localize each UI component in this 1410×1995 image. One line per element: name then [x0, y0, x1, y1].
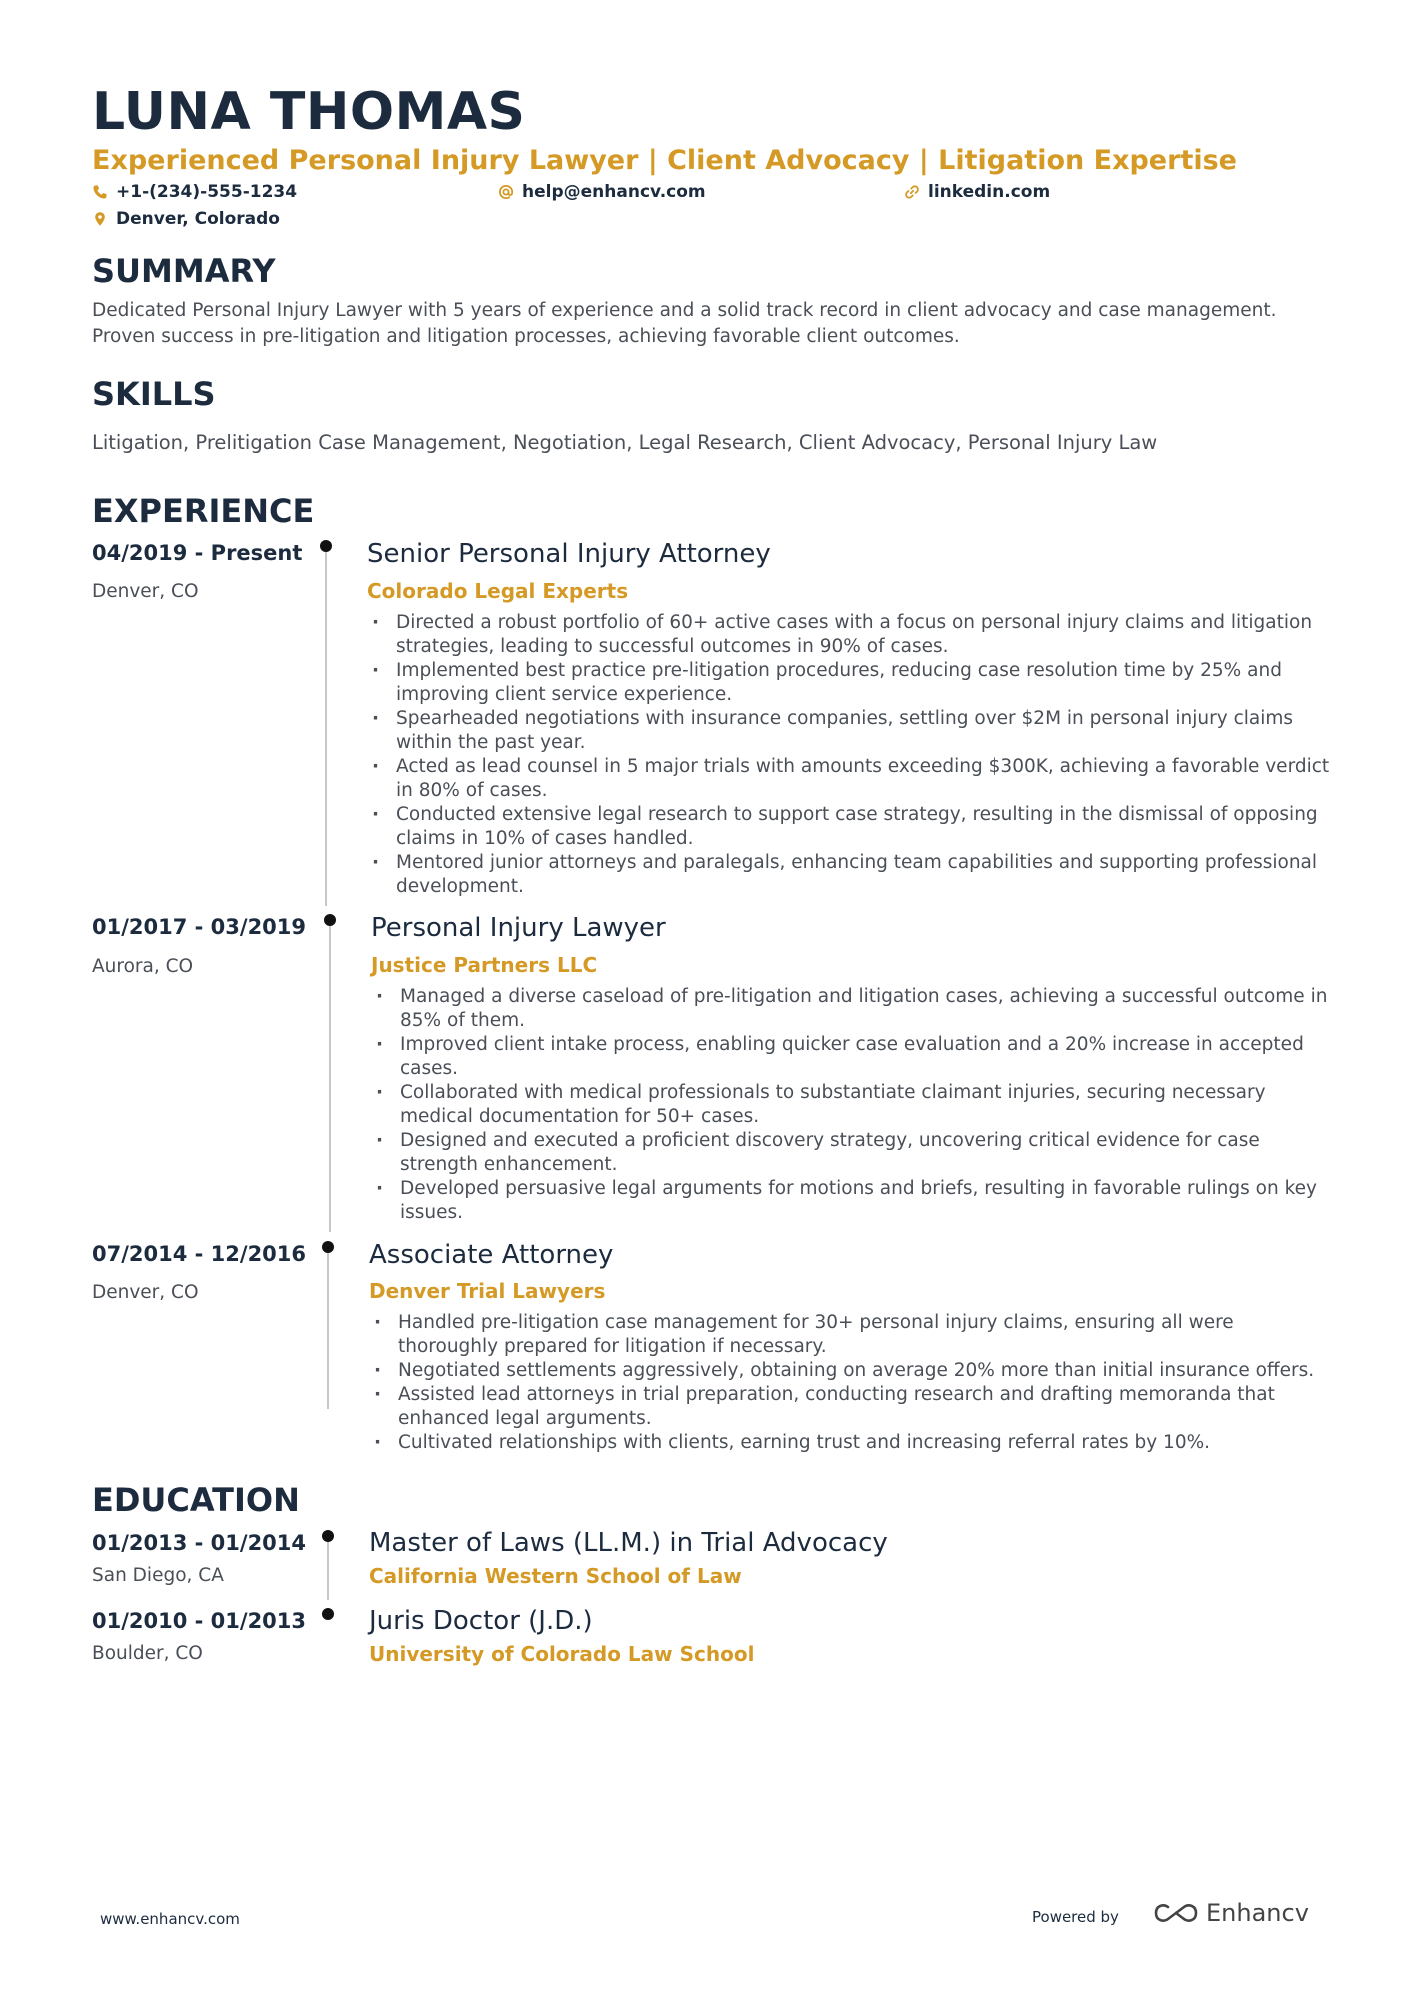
- edu-location: Boulder, CO: [92, 1643, 203, 1664]
- list-item: · Mentored junior attorneys and paralegals, enhancing team capabilities and supporting professional development.: [370, 851, 1330, 899]
- list-item: · Cultivated relationships with clients, earning trust and increasing referral rates by 10%.: [372, 1431, 1332, 1455]
- job-location: Denver, CO: [92, 581, 199, 602]
- skills-text: Litigation, Prelitigation Case Management, Negotiation, Legal Research, Client Advocacy, Personal Injury Law: [92, 431, 1158, 454]
- job-title: Associate Attorney: [369, 1240, 614, 1270]
- timeline-dot: [322, 1608, 334, 1620]
- timeline-dot: [320, 540, 332, 552]
- powered-by-label: Powered by: [1032, 1908, 1119, 1926]
- edu-dates: 01/2010 - 01/2013: [92, 1609, 307, 1633]
- map-pin-icon: [92, 211, 108, 227]
- job-location: Denver, CO: [92, 1282, 199, 1303]
- enhancv-logo-icon: [1152, 1898, 1200, 1928]
- contact-linkedin: [904, 181, 1050, 203]
- list-item: · Managed a diverse caseload of pre-litigation and litigation cases, achieving a successful outcome in 85% of them.: [374, 985, 1334, 1033]
- phone-text: +1-(234)-555-1234: [116, 182, 298, 202]
- timeline-dot: [324, 914, 336, 926]
- list-item: · Conducted extensive legal research to support case strategy, resulting in the dismissal of opposing claims in 10% of cases handled.: [370, 803, 1330, 851]
- edu-school: University of Colorado Law School: [369, 1642, 755, 1666]
- list-item: · Collaborated with medical professionals to substantiate claimant injuries, securing necessary medical documentation for 50+ cases.: [374, 1081, 1334, 1129]
- candidate-tagline: Experienced Personal Injury Lawyer | Client Advocacy | Litigation Expertise: [92, 145, 1237, 176]
- job-title: Senior Personal Injury Attorney: [367, 539, 771, 569]
- skills-heading: SKILLS: [92, 375, 216, 413]
- job-bullets: [370, 611, 1330, 899]
- summary-text: Dedicated Personal Injury Lawyer with 5 years of experience and a solid track record in client advocacy and case management. Proven success in pre-litigation and litigation processes, achieving favorable client outcomes.: [92, 300, 1277, 347]
- footer-url[interactable]: www.enhancv.com: [100, 1910, 240, 1928]
- job-company: Colorado Legal Experts: [367, 579, 629, 603]
- timeline-line: [329, 922, 331, 1232]
- list-item: · Spearheaded negotiations with insurance companies, settling over $2M in personal injury claims within the past year.: [370, 707, 1330, 755]
- timeline-line: [325, 548, 327, 906]
- job-bullets: [374, 985, 1334, 1225]
- list-item: · Improved client intake process, enabling quicker case evaluation and a 20% increase in accepted cases.: [374, 1033, 1334, 1081]
- list-item: · Handled pre-litigation case management for 30+ personal injury claims, ensuring all were thoroughly prepared for litigation if necessary.: [372, 1311, 1332, 1359]
- list-item: · Negotiated settlements aggressively, obtaining on average 20% more than initial insurance offers.: [372, 1359, 1332, 1383]
- job-location: Aurora, CO: [92, 956, 194, 977]
- job-title: Personal Injury Lawyer: [371, 913, 666, 943]
- link-icon: [904, 184, 920, 200]
- edu-dates: 01/2013 - 01/2014: [92, 1531, 307, 1555]
- location-text: Denver, Colorado: [116, 209, 280, 229]
- list-item: · Assisted lead attorneys in trial preparation, conducting research and drafting memoranda that enhanced legal arguments.: [372, 1383, 1332, 1431]
- job-dates: 04/2019 - Present: [92, 541, 303, 565]
- timeline-dot: [322, 1530, 334, 1542]
- contact-location: [92, 208, 280, 230]
- job-bullets: [372, 1311, 1332, 1455]
- list-item: · Acted as lead counsel in 5 major trials with amounts exceeding $300K, achieving a favorable verdict in 80% of cases.: [370, 755, 1330, 803]
- experience-heading: EXPERIENCE: [92, 492, 315, 530]
- list-item: · Designed and executed a proficient discovery strategy, uncovering critical evidence for case strength enhancement.: [374, 1129, 1334, 1177]
- enhancv-brand-text: Enhancv: [1206, 1899, 1309, 1927]
- timeline-line: [327, 1249, 329, 1409]
- contact-phone: [92, 181, 297, 203]
- job-company: Denver Trial Lawyers: [369, 1279, 606, 1303]
- education-heading: EDUCATION: [92, 1481, 300, 1519]
- edu-school: California Western School of Law: [369, 1564, 742, 1588]
- edu-degree: Juris Doctor (J.D.): [369, 1606, 593, 1636]
- candidate-name: LUNA THOMAS: [92, 82, 526, 142]
- email-text[interactable]: help@enhancv.com: [522, 182, 706, 202]
- edu-degree: Master of Laws (LL.M.) in Trial Advocacy: [369, 1528, 888, 1558]
- timeline-dot: [322, 1241, 334, 1253]
- linkedin-text[interactable]: linkedin.com: [928, 182, 1051, 202]
- summary-heading: SUMMARY: [92, 252, 276, 290]
- job-company: Justice Partners LLC: [371, 953, 598, 977]
- list-item: · Implemented best practice pre-litigation procedures, reducing case resolution time by 25% and improving client service experience.: [370, 659, 1330, 707]
- at-icon: [498, 184, 514, 200]
- job-dates: 07/2014 - 12/2016: [92, 1242, 307, 1266]
- job-dates: 01/2017 - 03/2019: [92, 915, 307, 939]
- enhancv-logo[interactable]: [1152, 1898, 1309, 1928]
- timeline-line: [327, 1538, 329, 1600]
- list-item: · Directed a robust portfolio of 60+ active cases with a focus on personal injury claims and litigation strategies, leading to successful outcomes in 90% of cases.: [370, 611, 1330, 659]
- edu-location: San Diego, CA: [92, 1565, 224, 1586]
- list-item: · Developed persuasive legal arguments for motions and briefs, resulting in favorable rulings on key issues.: [374, 1177, 1334, 1225]
- contact-email: [498, 181, 706, 203]
- phone-icon: [92, 184, 108, 200]
